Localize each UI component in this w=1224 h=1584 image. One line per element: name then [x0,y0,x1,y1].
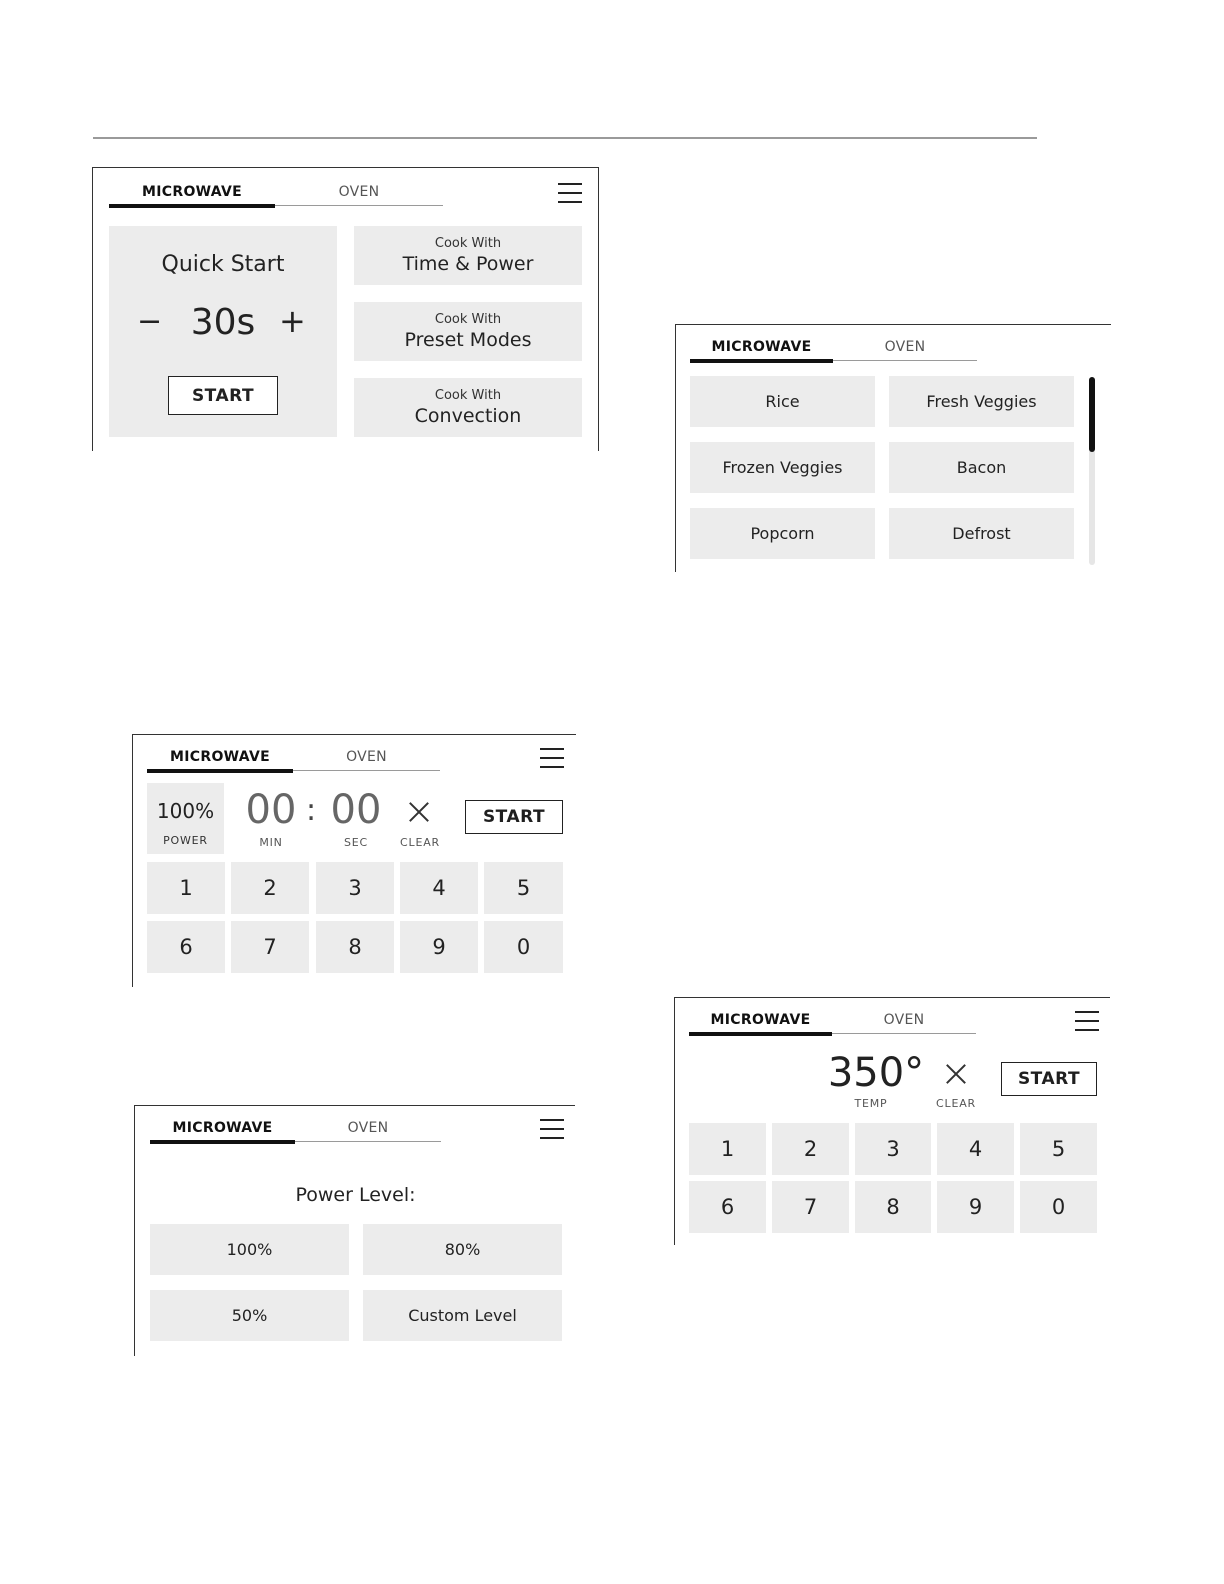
clear-label: CLEAR [936,1097,976,1110]
quick-start-start-button[interactable]: START [168,376,278,415]
quick-start-card [109,226,337,437]
tab-bar [109,181,443,206]
increase-time-button[interactable]: + [279,302,306,340]
oven-temp-panel [674,997,1110,1245]
top-divider [93,137,1037,139]
minutes-display: 00 [245,787,297,833]
power-level-panel [134,1105,575,1356]
cook-time-power-button[interactable] [354,226,582,285]
cook-preset-modes-button[interactable] [354,302,582,361]
tab-bar [690,336,977,361]
clear-label: CLEAR [400,836,440,849]
tab-microwave[interactable]: MICROWAVE [109,181,275,205]
option-small-label: Cook With [434,387,502,403]
preset-fresh-veggies-button[interactable]: Fresh Veggies [889,376,1074,427]
power-50-button[interactable]: 50% [150,1290,349,1341]
tab-microwave[interactable]: MICROWAVE [150,1117,295,1141]
power-value: 100% [156,799,215,823]
preset-popcorn-button[interactable]: Popcorn [690,508,875,559]
keypad-key[interactable]: 5 [1020,1123,1097,1175]
power-100-button[interactable]: 100% [150,1224,349,1275]
tab-bar [147,746,440,771]
keypad-key[interactable]: 2 [231,862,309,914]
option-large-label: Preset Modes [404,328,532,351]
keypad-key[interactable]: 4 [400,862,478,914]
temperature-display: 350° [827,1050,925,1096]
power-label: POWER [163,834,208,847]
option-large-label: Convection [414,404,522,427]
clear-icon[interactable] [945,1063,967,1085]
keypad-key[interactable]: 1 [147,862,225,914]
quick-start-panel [92,167,599,451]
keypad-key[interactable]: 8 [316,921,394,973]
keypad-key[interactable]: 9 [937,1181,1014,1233]
option-small-label: Cook With [434,311,502,327]
keypad-key[interactable]: 6 [689,1181,766,1233]
keypad-key[interactable]: 0 [1020,1181,1097,1233]
keypad-key[interactable]: 9 [400,921,478,973]
option-small-label: Cook With [434,235,502,251]
tab-bar [689,1009,976,1034]
preset-rice-button[interactable]: Rice [690,376,875,427]
tab-microwave[interactable]: MICROWAVE [147,746,293,770]
oven-start-button[interactable]: START [1001,1062,1097,1096]
power-level-title: Power Level: [295,1184,416,1206]
tab-oven[interactable]: OVEN [338,184,380,200]
preset-frozen-veggies-button[interactable]: Frozen Veggies [690,442,875,493]
power-80-button[interactable]: 80% [363,1224,562,1275]
tab-microwave[interactable]: MICROWAVE [690,336,833,360]
preset-modes-panel [675,324,1111,572]
keypad-key[interactable]: 7 [772,1181,849,1233]
tab-microwave[interactable]: MICROWAVE [689,1009,832,1033]
power-level-button[interactable] [147,783,224,854]
tab-bar [150,1117,441,1142]
scrollbar-thumb[interactable] [1089,377,1095,452]
quick-start-time-value: 30s [190,302,256,343]
cook-convection-button[interactable] [354,378,582,437]
time-colon: : [306,793,317,828]
hamburger-menu-icon[interactable] [540,1118,564,1140]
preset-scrollbar[interactable] [1089,377,1095,565]
decrease-time-button[interactable]: − [137,304,163,339]
tab-oven[interactable]: OVEN [346,749,387,765]
keypad-key[interactable]: 0 [484,921,563,973]
clear-icon[interactable] [408,801,430,823]
keypad-key[interactable]: 7 [231,921,309,973]
hamburger-menu-icon[interactable] [558,182,582,204]
sec-label: SEC [343,836,368,849]
keypad-key[interactable]: 6 [147,921,225,973]
min-label: MIN [259,836,283,849]
preset-defrost-button[interactable]: Defrost [889,508,1074,559]
quick-start-title: Quick Start [161,252,285,277]
power-custom-button[interactable]: Custom Level [363,1290,562,1341]
keypad-key[interactable]: 3 [855,1123,931,1175]
tab-oven[interactable]: OVEN [347,1120,389,1136]
hamburger-menu-icon[interactable] [1075,1010,1099,1032]
seconds-display: 00 [330,787,382,833]
keypad-key[interactable]: 1 [689,1123,766,1175]
tab-oven[interactable]: OVEN [883,1012,925,1028]
keypad-key[interactable]: 4 [937,1123,1014,1175]
keypad-key[interactable]: 8 [855,1181,931,1233]
keypad-key[interactable]: 5 [484,862,563,914]
time-entry-start-button[interactable]: START [465,800,563,834]
temp-label: TEMP [854,1097,888,1110]
preset-bacon-button[interactable]: Bacon [889,442,1074,493]
keypad-key[interactable]: 2 [772,1123,849,1175]
keypad-key[interactable]: 3 [316,862,394,914]
option-large-label: Time & Power [402,252,534,275]
tab-oven[interactable]: OVEN [884,339,926,355]
hamburger-menu-icon[interactable] [540,747,564,769]
time-entry-panel [132,734,576,987]
